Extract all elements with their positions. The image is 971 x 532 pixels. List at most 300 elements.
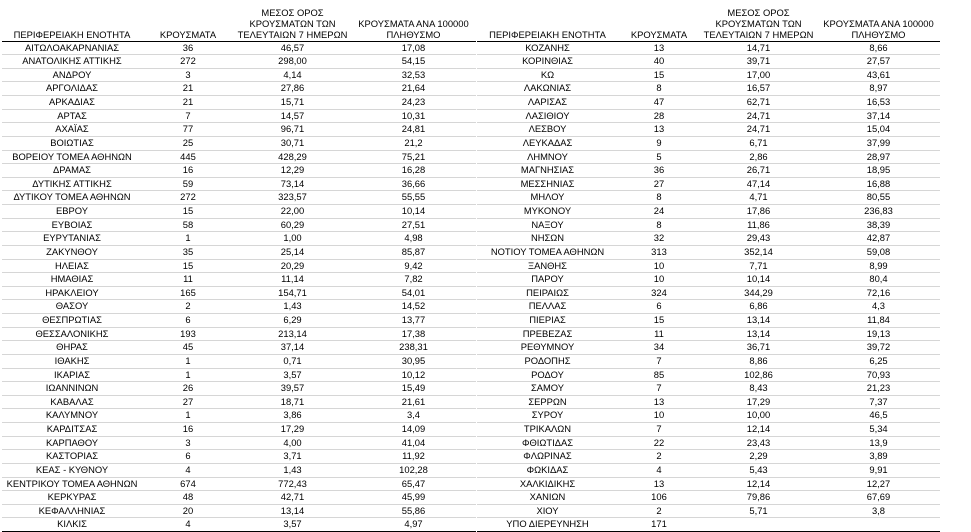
region-cell: ΑΝΑΤΟΛΙΚΗΣ ΑΤΤΙΚΗΣ	[22, 55, 122, 67]
table-row	[477, 341, 940, 355]
cases-cell: 2	[185, 300, 191, 312]
table-row	[477, 82, 940, 96]
table-row	[2, 96, 476, 110]
table-row	[2, 245, 476, 259]
seven-day-average-cell: 39,57	[280, 382, 305, 394]
cases-cell: 36	[182, 41, 194, 53]
seven-day-average-cell: 15,71	[280, 96, 305, 107]
per-100000-cell: 30,95	[401, 354, 426, 366]
seven-day-average-cell: 79,86	[746, 491, 771, 503]
table-row	[2, 55, 476, 69]
table-row	[477, 436, 940, 450]
region-cell: ΑΙΤΩΛΟΑΚΑΡΝΑΝΙΑΣ	[24, 41, 120, 53]
per-100000-cell: 75,21	[401, 150, 426, 162]
table-row	[2, 177, 476, 191]
per-100000-cell: 67,69	[866, 491, 891, 503]
per-100000-cell: 24,81	[401, 123, 426, 135]
header-avg-line-3: ΤΕΛΕΥΤΑΙΩΝ 7 ΗΜΕΡΩΝ	[237, 28, 348, 40]
header-avg-line-2: ΚΡΟΥΣΜΑΤΩΝ ΤΩΝ	[715, 17, 802, 29]
seven-day-average-cell: 14,71	[746, 41, 771, 53]
region-cell: ΚΑΡΠΑΘΟΥ	[45, 436, 99, 448]
seven-day-average-cell: 12,14	[746, 477, 771, 489]
cases-cell: 15	[182, 205, 194, 216]
seven-day-average-cell: 323,57	[278, 191, 307, 203]
cases-cell: 8	[656, 191, 662, 203]
per-100000-cell: 27,57	[866, 55, 891, 67]
seven-day-average-cell: 18,71	[280, 395, 305, 407]
cases-cell: 171	[618, 518, 700, 532]
per-100000-cell: 28,97	[866, 150, 891, 162]
per-100000-cell: 16,88	[866, 177, 891, 189]
region-cell: ΘΕΣΣΑΛΟΝΙΚΗΣ	[35, 327, 109, 339]
per-100000-cell: 8,97	[869, 82, 888, 94]
per-100000-cell: 21,2	[404, 136, 423, 148]
cases-cell: 32	[653, 232, 665, 244]
cases-cell: 15	[182, 259, 194, 271]
table-row	[477, 55, 940, 69]
cases-cell: 21	[182, 96, 194, 107]
seven-day-average-cell: 12,29	[280, 164, 305, 176]
per-100000-cell: 15,04	[866, 123, 891, 135]
cases-cell: 8	[656, 82, 662, 94]
cases-cell: 24	[653, 205, 665, 216]
region-cell: ΚΑΛΥΜΝΟΥ	[45, 409, 99, 421]
cases-cell: 40	[653, 55, 665, 67]
per-100000-cell: 14,09	[401, 423, 426, 434]
cases-table-left	[2, 4, 476, 532]
cases-cell: 16	[182, 164, 194, 176]
region-cell: ΗΡΑΚΛΕΙΟΥ	[45, 286, 99, 298]
seven-day-average-cell: 25,14	[280, 245, 305, 257]
region-cell: ΒΟΙΩΤΙΑΣ	[50, 136, 94, 148]
seven-day-average-cell: 96,71	[280, 123, 305, 135]
seven-day-average-cell: 39,71	[746, 55, 771, 67]
per-100000-cell: 13,9	[869, 436, 888, 448]
seven-day-average-cell: 3,71	[283, 450, 302, 462]
cases-cell: 45	[182, 341, 194, 353]
seven-day-average-cell	[700, 518, 817, 532]
table-row	[477, 259, 940, 273]
region-cell: ΠΑΡΟΥ	[531, 273, 564, 285]
table-row	[477, 245, 940, 259]
cases-cell: 22	[653, 436, 665, 448]
cases-cell: 8	[656, 218, 662, 230]
seven-day-average-cell: 1,43	[283, 463, 302, 475]
table-row	[2, 423, 476, 437]
per-100000-cell: 45,99	[401, 491, 426, 503]
per-100000-cell: 13,77	[401, 314, 426, 325]
table-row	[477, 164, 940, 178]
cases-table-right	[477, 4, 940, 532]
table-row	[477, 314, 940, 328]
region-cell: ΠΕΙΡΑΙΩΣ	[526, 286, 569, 298]
table-row	[477, 205, 940, 219]
region-cell: ΜΕΣΣΗΝΙΑΣ	[520, 177, 575, 189]
table-row	[2, 136, 476, 150]
table-row	[477, 409, 940, 423]
region-cell: ΚΟΖΑΝΗΣ	[525, 41, 570, 53]
per-100000-cell: 14,52	[401, 300, 426, 312]
table-row	[477, 123, 940, 137]
region-cell: ΝΑΞΟΥ	[531, 218, 564, 230]
per-100000-cell: 24,23	[401, 96, 426, 107]
seven-day-average-cell: 17,29	[280, 423, 305, 434]
seven-day-average-cell: 4,00	[283, 436, 302, 448]
seven-day-average-cell: 2,86	[749, 150, 768, 162]
region-cell: ΔΥΤΙΚΟΥ ΤΟΜΕΑ ΑΘΗΝΩΝ	[13, 191, 131, 203]
per-100000-cell: 3,8	[871, 504, 886, 516]
per-100000-cell: 9,42	[404, 259, 423, 271]
cases-cell: 4	[185, 463, 191, 475]
table-row	[477, 41, 940, 55]
header-region: ΠΕΡΙΦΕΡΕΙΑΚΗ ΕΝΟΤΗΤΑ	[13, 28, 131, 40]
cases-cell: 48	[182, 491, 194, 503]
seven-day-average-cell: 154,71	[278, 286, 307, 298]
table-row	[2, 286, 476, 300]
seven-day-average-cell: 13,14	[280, 504, 305, 516]
region-cell: ΥΠΟ ΔΙΕΡΕΥΝΗΣΗ	[477, 518, 618, 532]
table-row	[2, 164, 476, 178]
region-cell: ΚΕΑΣ - ΚΥΘΝΟΥ	[35, 463, 109, 475]
seven-day-average-cell: 47,14	[746, 177, 771, 189]
per-100000-cell: 41,04	[401, 436, 426, 448]
region-cell: ΙΩΑΝΝΙΝΩΝ	[45, 382, 99, 394]
cases-cell: 3	[185, 68, 191, 80]
per-100000-cell: 17,08	[401, 41, 426, 53]
table-header-row	[2, 4, 476, 41]
cases-cell: 1	[185, 368, 191, 380]
per-100000-cell: 11,84	[867, 314, 890, 325]
header-avg-line-3: ΤΕΛΕΥΤΑΙΩΝ 7 ΗΜΕΡΩΝ	[703, 28, 814, 40]
region-cell: ΗΜΑΘΙΑΣ	[50, 273, 94, 285]
region-cell: ΔΡΑΜΑΣ	[53, 164, 91, 176]
table-row	[477, 450, 940, 464]
seven-day-average-cell: 17,86	[746, 205, 771, 216]
per-100000-cell: 4,97	[351, 518, 476, 532]
table-row	[477, 109, 940, 123]
per-100000-cell: 37,14	[866, 109, 891, 121]
per-100000-cell: 21,64	[401, 82, 426, 94]
table-row	[2, 450, 476, 464]
cases-cell: 3	[185, 436, 191, 448]
table-row	[477, 463, 940, 477]
region-cell: ΧΙΟΥ	[536, 504, 559, 516]
region-cell: ΚΕΡΚΥΡΑΣ	[47, 491, 97, 503]
table-row	[477, 273, 940, 287]
seven-day-average-cell: 24,71	[746, 123, 771, 135]
per-100000-cell: 15,49	[401, 382, 426, 394]
cases-cell: 34	[653, 341, 665, 353]
per-100000-cell: 54,15	[401, 55, 426, 67]
table-row	[2, 82, 476, 96]
table-row	[477, 136, 940, 150]
table-row	[2, 382, 476, 396]
table-row	[2, 368, 476, 382]
per-100000-cell: 10,14	[401, 205, 426, 216]
cases-cell: 13	[653, 41, 665, 53]
region-cell: ΑΡΤΑΣ	[57, 109, 87, 121]
region-cell: ΞΑΝΘΗΣ	[528, 259, 567, 271]
per-100000-cell: 19,13	[866, 327, 891, 339]
per-100000-cell: 32,53	[401, 68, 426, 80]
per-100000-cell: 42,87	[866, 232, 891, 244]
cases-cell: 21	[182, 82, 194, 94]
per-100000-cell: 21,61	[401, 395, 426, 407]
seven-day-average-cell: 20,29	[280, 259, 305, 271]
cases-cell: 11	[183, 273, 193, 285]
seven-day-average-cell: 213,14	[278, 327, 307, 339]
region-cell: ΚΑΣΤΟΡΙΑΣ	[45, 450, 99, 462]
cases-cell: 313	[651, 245, 667, 257]
region-cell: ΛΕΣΒΟΥ	[528, 123, 567, 135]
table-body-left	[2, 41, 476, 532]
seven-day-average-cell: 16,57	[746, 82, 771, 94]
per-100000-cell: 55,55	[401, 191, 426, 203]
region-cell: ΒΟΡΕΙΟΥ ΤΟΜΕΑ ΑΘΗΝΩΝ	[12, 150, 132, 162]
cases-cell: 25	[182, 136, 194, 148]
seven-day-average-cell: 13,14	[746, 327, 771, 339]
per-100000-cell: 80,4	[869, 273, 888, 285]
region-cell: ΛΑΣΙΘΙΟΥ	[525, 109, 570, 121]
cases-cell: 324	[651, 286, 667, 298]
seven-day-average-cell: 0,71	[283, 354, 302, 366]
per-100000-cell: 9,91	[869, 463, 888, 475]
cases-cell: 59	[182, 177, 194, 189]
table-row	[2, 477, 476, 491]
cases-cell: 4	[142, 518, 234, 532]
cases-cell: 35	[182, 245, 194, 257]
seven-day-average-cell: 14,57	[280, 109, 305, 121]
seven-day-average-cell: 11,86	[747, 218, 770, 230]
per-100000-cell: 54,01	[401, 286, 426, 298]
region-cell: ΦΩΚΙΔΑΣ	[526, 463, 569, 475]
table-row	[477, 327, 940, 341]
table-row	[2, 109, 476, 123]
cases-cell: 1	[185, 409, 191, 421]
cases-cell: 85	[653, 368, 665, 380]
table-row	[2, 341, 476, 355]
table-row	[477, 96, 940, 110]
region-cell: ΙΘΑΚΗΣ	[54, 354, 90, 366]
region-cell: ΝΗΣΩΝ	[530, 232, 565, 244]
region-cell: ΡΕΘΥΜΝΟΥ	[520, 341, 575, 353]
per-100000-cell: 39,72	[866, 341, 891, 353]
table-row	[477, 518, 940, 532]
region-cell: ΚΕΝΤΡΙΚΟΥ ΤΟΜΕΑ ΑΘΗΝΩΝ	[6, 477, 138, 489]
region-cell: ΛΕΥΚΑΔΑΣ	[522, 136, 573, 148]
cases-cell: 13	[653, 477, 665, 489]
per-100000-cell: 85,87	[401, 245, 426, 257]
cases-cell: 15	[653, 314, 665, 325]
region-cell: ΗΛΕΙΑΣ	[55, 259, 89, 271]
per-100000-cell: 37,99	[866, 136, 891, 148]
table-header-row	[477, 4, 940, 41]
region-cell: ΚΑΡΔΙΤΣΑΣ	[46, 423, 98, 434]
per-100000-cell: 80,55	[866, 191, 891, 203]
per-100000-cell: 70,93	[866, 368, 891, 380]
cases-cell: 7	[656, 354, 662, 366]
cases-cell: 193	[180, 327, 196, 339]
seven-day-average-cell: 6,86	[749, 300, 768, 312]
header-per-line-1: ΚΡΟΥΣΜΑΤΑ ΑΝΑ 100000	[358, 17, 469, 29]
seven-day-average-cell: 30,71	[280, 136, 305, 148]
per-100000-cell: 27,51	[401, 218, 426, 230]
region-cell: ΧΑΛΚΙΔΙΚΗΣ	[519, 477, 576, 489]
per-100000-cell: 8,66	[869, 41, 888, 53]
cases-cell: 6	[656, 300, 662, 312]
seven-day-average-cell: 4,71	[749, 191, 768, 203]
region-cell: ΦΘΙΩΤΙΔΑΣ	[521, 436, 574, 448]
table-row	[2, 191, 476, 205]
cases-cell: 27	[653, 177, 665, 189]
region-cell: ΣΥΡΟΥ	[531, 409, 564, 421]
cases-cell: 674	[180, 477, 196, 489]
seven-day-average-cell: 6,71	[749, 136, 768, 148]
cases-cell: 16	[182, 423, 194, 434]
per-100000-cell: 17,38	[401, 327, 426, 339]
header-7day-average	[700, 4, 817, 41]
table-row	[477, 477, 940, 491]
header-per-line-2: ΠΛΗΘΥΣΜΟ	[851, 28, 906, 40]
cases-cell: 13	[653, 395, 665, 407]
header-per-line-1: ΚΡΟΥΣΜΑΤΑ ΑΝΑ 100000	[823, 17, 934, 29]
cases-cell: 7	[656, 423, 662, 434]
region-cell: ΤΡΙΚΑΛΩΝ	[523, 423, 572, 434]
table-row	[477, 218, 940, 232]
header-cases-per-100000	[817, 4, 940, 41]
region-cell: ΖΑΚΥΝΘΟΥ	[46, 245, 98, 257]
table-row	[477, 232, 940, 246]
per-100000-cell: 55,86	[401, 504, 426, 516]
header-per-line-2: ΠΛΗΘΥΣΜΟ	[386, 28, 441, 40]
region-cell: ΡΟΔΟΥ	[531, 368, 564, 380]
table-row	[477, 68, 940, 82]
table-row	[2, 395, 476, 409]
region-cell: ΑΡΓΟΛΙΔΑΣ	[46, 82, 98, 94]
seven-day-average-cell: 6,29	[283, 314, 302, 325]
table-row	[2, 150, 476, 164]
region-cell: ΦΛΩΡΙΝΑΣ	[523, 450, 572, 462]
cases-cell: 20	[182, 504, 194, 516]
region-cell: ΡΟΔΟΠΗΣ	[524, 354, 571, 366]
seven-day-average-cell: 17,00	[746, 68, 771, 80]
per-100000-cell: 10,31	[401, 109, 426, 121]
region-cell: ΠΕΛΛΑΣ	[528, 300, 567, 312]
table-row	[477, 368, 940, 382]
seven-day-average-cell: 29,43	[746, 232, 771, 244]
region-cell: ΠΡΕΒΕΖΑΣ	[522, 327, 573, 339]
seven-day-average-cell: 27,86	[280, 82, 305, 94]
seven-day-average-cell: 772,43	[278, 477, 307, 489]
cases-cell: 10	[653, 273, 665, 285]
per-100000-cell: 4,98	[404, 232, 423, 244]
table-row	[477, 300, 940, 314]
seven-day-average-cell: 62,71	[746, 96, 771, 107]
cases-cell: 10	[653, 409, 665, 421]
per-100000-cell: 6,25	[869, 354, 888, 366]
seven-day-average-cell: 13,14	[746, 314, 771, 325]
table-row	[2, 463, 476, 477]
header-cases: ΚΡΟΥΣΜΑΤΑ	[159, 28, 217, 40]
region-cell: ΚΑΒΑΛΑΣ	[50, 395, 94, 407]
cases-cell: 47	[653, 96, 665, 107]
region-cell: ΔΥΤΙΚΗΣ ΑΤΤΙΚΗΣ	[32, 177, 112, 189]
seven-day-average-cell: 1,43	[283, 300, 302, 312]
per-100000-cell: 43,61	[866, 68, 891, 80]
cases-cell: 27	[182, 395, 194, 407]
region-cell: ΙΚΑΡΙΑΣ	[53, 368, 91, 380]
cases-cell: 4	[656, 463, 662, 475]
table-row	[477, 177, 940, 191]
table-row	[477, 395, 940, 409]
cases-cell: 6	[185, 450, 191, 462]
table-row	[2, 436, 476, 450]
cases-cell: 1	[185, 354, 191, 366]
seven-day-average-cell: 10,14	[746, 273, 771, 285]
cases-cell: 13	[653, 123, 665, 135]
table-row	[2, 41, 476, 55]
header-region: ΠΕΡΙΦΕΡΕΙΑΚΗ ΕΝΟΤΗΤΑ	[489, 28, 606, 40]
table-row	[2, 327, 476, 341]
cases-cell: 2	[656, 450, 662, 462]
seven-day-average-cell: 344,29	[744, 286, 773, 298]
seven-day-average-cell: 5,71	[749, 504, 768, 516]
seven-day-average-cell: 3,57	[234, 518, 351, 532]
per-100000-cell: 59,08	[866, 245, 891, 257]
per-100000-cell: 7,37	[869, 395, 888, 407]
seven-day-average-cell: 8,86	[749, 354, 768, 366]
table-body-right	[477, 41, 940, 532]
per-100000-cell: 18,95	[866, 164, 891, 176]
region-cell: ΝΟΤΙΟΥ ΤΟΜΕΑ ΑΘΗΝΩΝ	[490, 245, 605, 257]
per-100000-cell: 4,3	[871, 300, 886, 312]
seven-day-average-cell: 428,29	[278, 150, 307, 162]
region-cell: ΕΥΡΥΤΑΝΙΑΣ	[43, 232, 101, 244]
per-100000-cell: 3,89	[869, 450, 888, 462]
per-100000-cell	[817, 518, 940, 532]
header-cases-per-100000	[351, 4, 476, 41]
cases-cell: 15	[653, 68, 665, 80]
table-row	[477, 382, 940, 396]
region-cell: ΧΑΝΙΩΝ	[529, 491, 566, 503]
seven-day-average-cell: 37,14	[280, 341, 305, 353]
table-row	[2, 409, 476, 423]
per-100000-cell: 16,53	[866, 96, 891, 107]
table-row	[477, 491, 940, 505]
table-row	[2, 259, 476, 273]
seven-day-average-cell: 4,14	[283, 68, 302, 80]
header-cases: ΚΡΟΥΣΜΑΤΑ	[630, 28, 688, 40]
per-100000-cell: 12,27	[866, 477, 891, 489]
seven-day-average-cell: 60,29	[280, 218, 305, 230]
cases-cell: 165	[180, 286, 196, 298]
seven-day-average-cell: 73,14	[280, 177, 305, 189]
cases-cell: 9	[656, 136, 662, 148]
per-100000-cell: 7,82	[404, 273, 423, 285]
per-100000-cell: 46,5	[869, 409, 888, 421]
region-cell: ΚΟΡΙΝΘΙΑΣ	[522, 55, 573, 67]
region-cell: ΚΕΦΑΛΛΗΝΙΑΣ	[38, 504, 106, 516]
seven-day-average-cell: 7,71	[749, 259, 768, 271]
region-cell: ΜΑΓΝΗΣΙΑΣ	[520, 164, 575, 176]
seven-day-average-cell: 42,71	[280, 491, 305, 503]
table-row	[477, 150, 940, 164]
table-row	[2, 232, 476, 246]
region-cell: ΑΡΚΑΔΙΑΣ	[49, 96, 95, 107]
per-100000-cell: 38,39	[866, 218, 891, 230]
table-row	[477, 504, 940, 518]
per-100000-cell: 5,34	[869, 423, 888, 434]
